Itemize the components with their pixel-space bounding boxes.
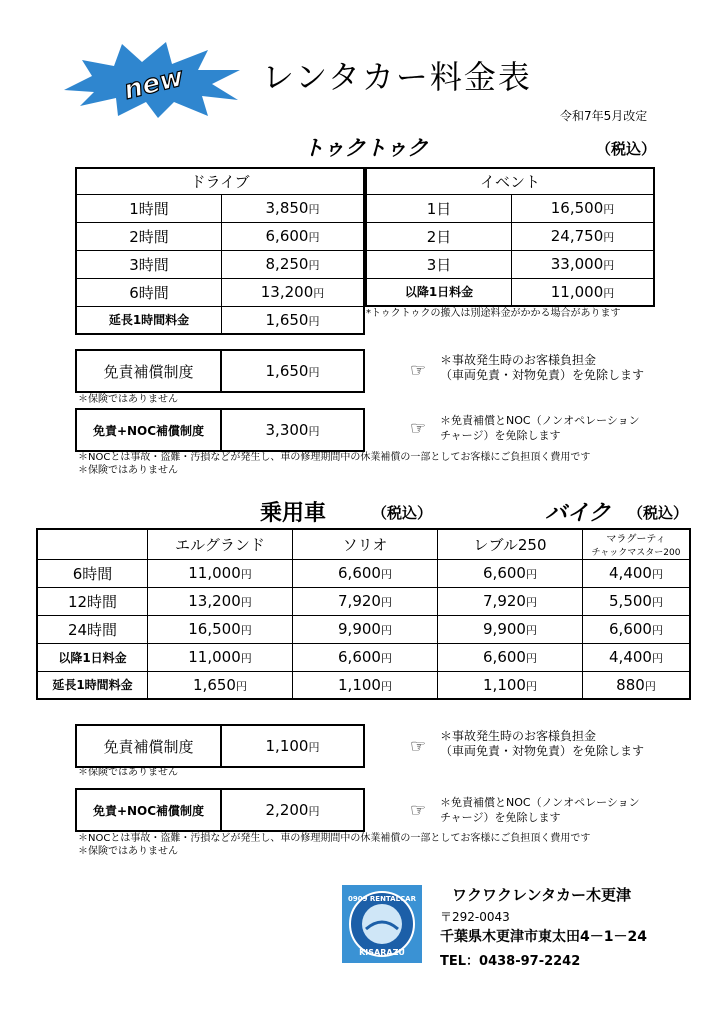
noc-desc-line1: ＊免責補償とNOC（ノンオペレーション <box>440 414 640 427</box>
table-row-label: 以降1日料金 <box>37 643 148 671</box>
price-value: 1,100 円 <box>338 676 392 694</box>
noc-price: 2,200 円 <box>266 801 320 819</box>
price-value: 7,920 円 <box>483 592 537 610</box>
table-row-label: 2日 <box>366 222 512 250</box>
price-value: 880 円 <box>616 676 656 694</box>
logo-text-bottom: KISARAZU <box>359 948 405 957</box>
bike-title: バイク <box>545 501 611 526</box>
price-value: 9,900 円 <box>483 620 537 638</box>
event-header: イベント <box>366 168 654 194</box>
drive-table <box>75 167 365 335</box>
tuktuk-tax: （税込） <box>596 140 657 158</box>
cdw-note: ＊保険ではありません <box>78 394 178 405</box>
price-value: 5,500 円 <box>609 592 663 610</box>
cdw-label: 免責補償制度 <box>77 351 222 391</box>
cdw-desc-line1: ＊事故発生時のお客様負担金 <box>440 353 597 367</box>
car-tax: （税込） <box>372 504 433 522</box>
noc-description <box>440 413 640 443</box>
price-value: 8,250 円 <box>266 255 320 273</box>
noc-label: 免責+NOC補償制度 <box>77 410 222 450</box>
table-row <box>37 615 690 643</box>
price-value: 13,200 円 <box>188 592 252 610</box>
price-value: 6,600 円 <box>609 620 663 638</box>
price-value: 11,000 円 <box>551 283 615 301</box>
drive-header: ドライブ <box>76 168 364 194</box>
table-row-label: 6時間 <box>37 559 148 587</box>
price-value: 6,600 円 <box>266 227 320 245</box>
noc-description <box>440 795 640 825</box>
tuktuk-noc-box <box>75 408 365 452</box>
table-row-label: 延長1時間料金 <box>76 306 222 334</box>
cdw-description <box>440 353 644 383</box>
new-badge <box>62 40 242 118</box>
column-header: レブル250 <box>438 529 583 559</box>
table-row-label: 24時間 <box>37 615 148 643</box>
cdw-label: 免責補償制度 <box>77 726 222 766</box>
column-header-line1: マラグーティ <box>606 534 666 546</box>
cdw-price: 1,100 円 <box>266 737 320 755</box>
noc-note-line1: ＊NOCとは事故・盗難・汚損などが発生し、車の修理期間中の休業補償の一部としてお客様にご負担頂く費用です <box>78 833 591 844</box>
price-value: 3,850 円 <box>266 199 320 217</box>
tuktuk-cdw-box <box>75 349 365 393</box>
company-logo <box>342 885 422 963</box>
price-value: 1,100 円 <box>483 676 537 694</box>
pointing-hand-icon: ☞ <box>410 800 427 821</box>
noc-desc-line2: チャージ）を免除します <box>440 429 561 442</box>
logo-text-top: 0909 RENTALCAR <box>347 895 417 903</box>
cdw-desc-line1: ＊事故発生時のお客様負担金 <box>440 729 597 743</box>
table-row-label: 1時間 <box>76 194 222 222</box>
noc-label: 免責+NOC補償制度 <box>77 790 222 830</box>
price-value: 4,400 円 <box>609 648 663 666</box>
company-name: ワクワクレンタカー木更津 <box>452 886 632 904</box>
table-row <box>37 643 690 671</box>
cdw-description <box>440 729 644 759</box>
event-table <box>365 167 655 307</box>
car-noc-box <box>75 788 365 832</box>
price-value: 16,500 円 <box>188 620 252 638</box>
noc-desc-line1: ＊免責補償とNOC（ノンオペレーション <box>440 796 640 809</box>
table-row-label: 3日 <box>366 250 512 278</box>
table-row-label: 12時間 <box>37 587 148 615</box>
cdw-note: ＊保険ではありません <box>78 767 178 778</box>
price-value: 33,000 円 <box>551 255 615 273</box>
table-row-label: 1日 <box>366 194 512 222</box>
page-title: レンタカー料金表 <box>262 58 532 96</box>
table-row <box>37 587 690 615</box>
column-header: ソリオ <box>293 529 438 559</box>
revised-date: 令和7年5月改定 <box>560 109 648 123</box>
price-value: 4,400 円 <box>609 564 663 582</box>
tuktuk-title: トゥクトゥク <box>303 136 428 160</box>
column-header: エルグランド <box>148 529 293 559</box>
cdw-desc-line2: （車両免責・対物免責）を免除します <box>440 744 645 758</box>
empty-corner-cell <box>37 529 148 559</box>
car-cdw-box <box>75 724 365 768</box>
pointing-hand-icon: ☞ <box>410 360 427 381</box>
table-row-label: 延長1時間料金 <box>37 671 148 699</box>
noc-notes <box>78 832 590 858</box>
price-value: 7,920 円 <box>338 592 392 610</box>
postal-code: 〒292-0043 <box>440 910 510 924</box>
noc-desc-line2: チャージ）を免除します <box>440 811 561 824</box>
noc-price: 3,300 円 <box>266 421 320 439</box>
noc-note-line2: ＊保険ではありません <box>78 846 178 857</box>
price-value: 6,600 円 <box>338 564 392 582</box>
badge-text: new <box>120 62 187 106</box>
price-value: 13,200 円 <box>261 283 325 301</box>
price-value: 11,000 円 <box>188 648 252 666</box>
price-value: 9,900 円 <box>338 620 392 638</box>
pointing-hand-icon: ☞ <box>410 418 427 439</box>
noc-notes <box>78 451 590 477</box>
price-value: 6,600 円 <box>483 648 537 666</box>
price-value: 6,600 円 <box>483 564 537 582</box>
cdw-desc-line2: （車両免責・対物免責）を免除します <box>440 368 645 382</box>
noc-note-line2: ＊保険ではありません <box>78 465 178 476</box>
price-value: 1,650 円 <box>193 676 247 694</box>
bike-tax: （税込） <box>628 504 689 522</box>
table-row-label: 3時間 <box>76 250 222 278</box>
phone-number: TEL：0438-97-2242 <box>440 954 581 969</box>
column-header <box>583 529 691 559</box>
car-bike-table <box>36 528 691 700</box>
table-row <box>37 671 690 699</box>
transport-note: *トゥクトゥクの搬入は別途料金がかかる場合があります <box>366 308 621 319</box>
price-value: 16,500 円 <box>551 199 615 217</box>
cdw-price: 1,650 円 <box>266 362 320 380</box>
column-header-line2: チャックマスター200 <box>591 548 681 559</box>
price-value: 24,750 円 <box>551 227 615 245</box>
table-row <box>37 559 690 587</box>
price-value: 6,600 円 <box>338 648 392 666</box>
table-row-label: 2時間 <box>76 222 222 250</box>
pointing-hand-icon: ☞ <box>410 736 427 757</box>
noc-note-line1: ＊NOCとは事故・盗難・汚損などが発生し、車の修理期間中の休業補償の一部としてお客様にご負担頂く費用です <box>78 452 591 463</box>
price-value: 11,000 円 <box>188 564 252 582</box>
address: 千葉県木更津市東太田4－1－24 <box>440 929 647 945</box>
table-row-label: 6時間 <box>76 278 222 306</box>
price-value: 1,650 円 <box>266 311 320 329</box>
table-row-label: 以降1日料金 <box>366 278 512 306</box>
car-title: 乗用車 <box>260 501 327 526</box>
